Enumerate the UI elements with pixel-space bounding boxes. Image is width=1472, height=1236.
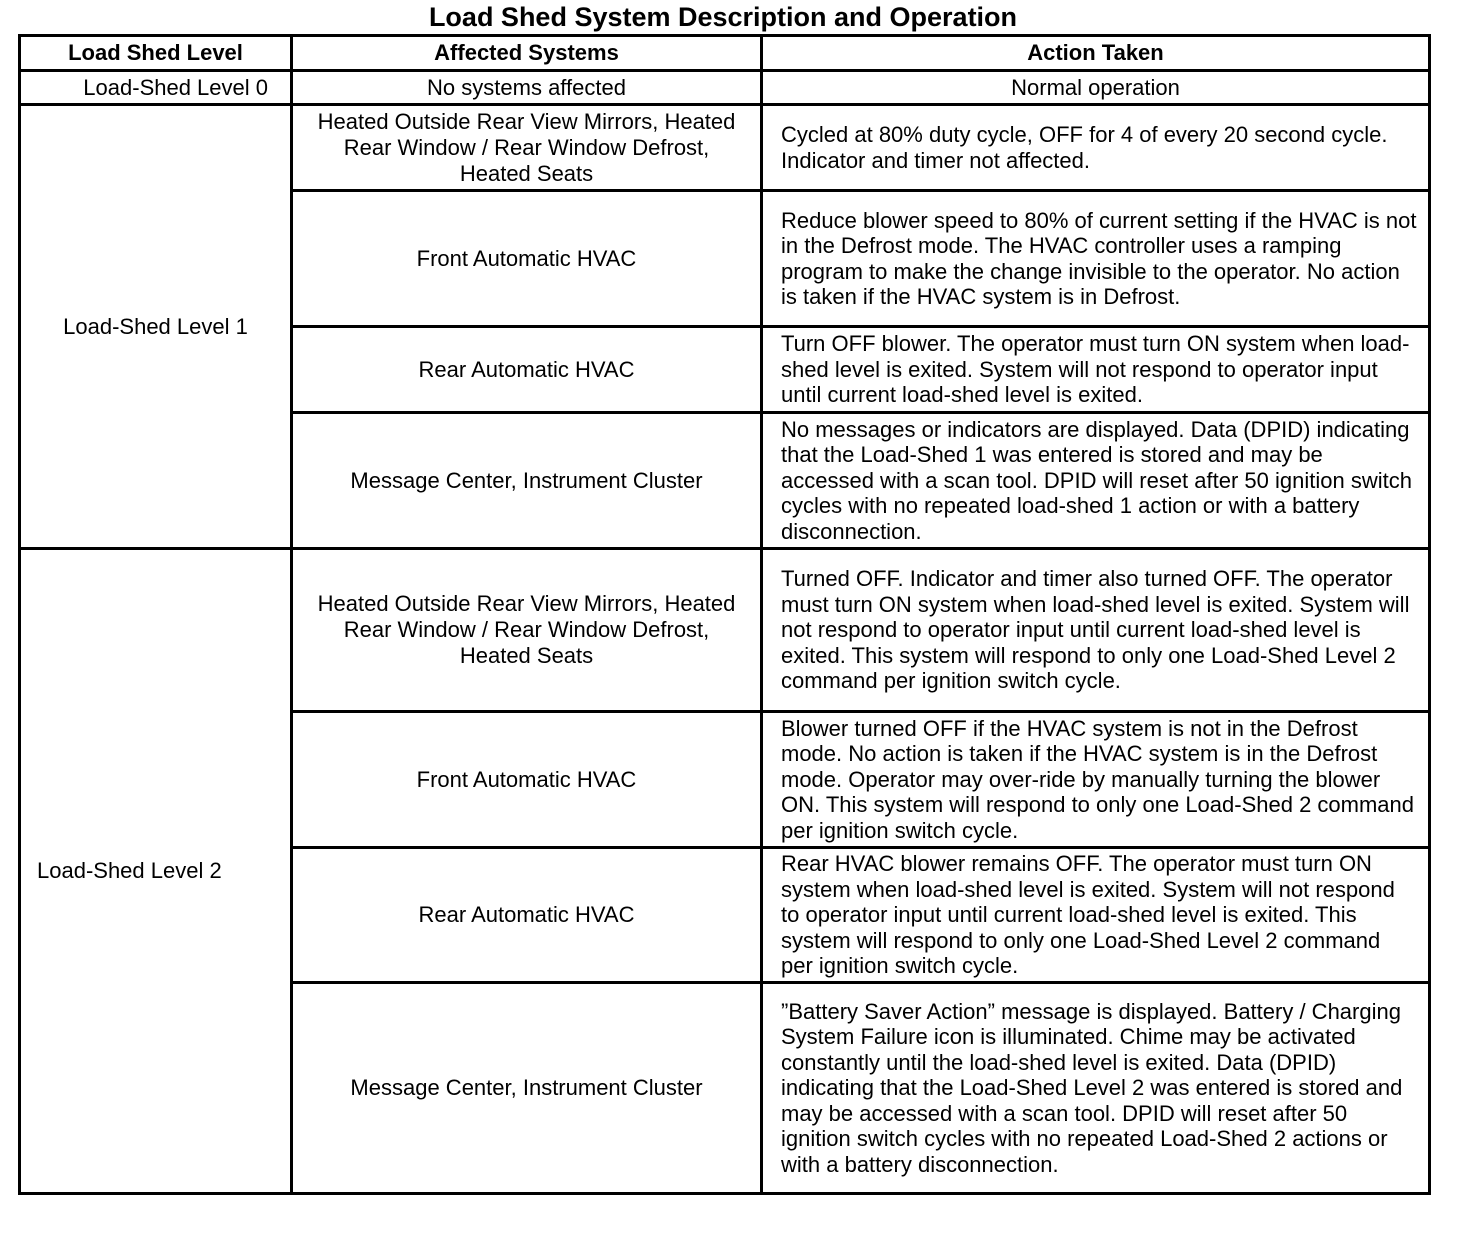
affected-system-cell <box>292 105 762 191</box>
affected-system-text: Heated Outside Rear View Mirrors, Heated Rear Window / Rear Window Defrost, Heated Seats <box>317 591 736 668</box>
affected-system-cell: Message Center, Instrument Cluster <box>292 413 762 549</box>
action-cell: Blower turned OFF if the HVAC system is not in the Defrost mode. No action is taken if the HVAC system is in the Defrost mode. Operator may over-ride by manually turning the blower ON. This system will respond to only one Load-Shed 2 command per ignition switch cycle. <box>762 712 1430 848</box>
column-header-affected-systems: Affected Systems <box>292 36 762 71</box>
action-cell: Turned OFF. Indicator and timer also turned OFF. The operator must turn ON system when load-shed level is exited. System will not respond to operator input until current load-shed level is exited. This system will respond to only one Load-Shed Level 2 command per ignition switch cycle. <box>762 549 1430 712</box>
affected-system-cell: No systems affected <box>292 71 762 105</box>
action-cell: Rear HVAC blower remains OFF. The operator must turn ON system when load-shed level is exited. System will not respond to operator input until current load-shed level is exited. This system will respond to only one Load-Shed Level 2 command per ignition switch cycle. <box>762 848 1430 983</box>
table-row <box>20 105 1430 191</box>
action-cell: No messages or indicators are displayed. Data (DPID) indicating that the Load-Shed 1 was entered is stored and may be accessed with a scan tool. DPID will reset after 50 ignition switch cycles with no repeated load-shed 1 action or with a battery disconnection. <box>762 413 1430 549</box>
level-cell: Load-Shed Level 2 <box>20 549 292 1194</box>
affected-system-cell: Front Automatic HVAC <box>292 191 762 327</box>
action-cell: Reduce blower speed to 80% of current setting if the HVAC is not in the Defrost mode. The HVAC controller uses a ramping program to make the change invisible to the operator. No action is taken if the HVAC system is in Defrost. <box>762 191 1430 327</box>
affected-system-cell <box>292 549 762 712</box>
load-shed-table <box>18 34 1431 1195</box>
action-cell: Cycled at 80% duty cycle, OFF for 4 of every 20 second cycle. Indicator and timer not affected. <box>762 105 1430 191</box>
affected-system-cell: Rear Automatic HVAC <box>292 327 762 413</box>
document-title: Load Shed System Description and Operation <box>428 2 1018 32</box>
affected-system-cell: Front Automatic HVAC <box>292 712 762 848</box>
column-header-load-shed-level: Load Shed Level <box>20 36 292 71</box>
action-cell: ”Battery Saver Action” message is displayed. Battery / Charging System Failure icon is illuminated. Chime may be activated constantly until the load-shed level is exited. Data (DPID) indicating that the Load-Shed Level 2 was entered is stored and may be accessed with a scan tool. DPID will reset after 50 ignition switch cycles with no repeated Load-Shed 2 actions or with a battery disconnection. <box>762 983 1430 1194</box>
column-header-action-taken: Action Taken <box>762 36 1430 71</box>
table-row <box>20 549 1430 712</box>
table-row <box>20 71 1430 105</box>
affected-system-cell: Message Center, Instrument Cluster <box>292 983 762 1194</box>
level-cell: Load-Shed Level 0 <box>20 71 292 105</box>
action-cell: Normal operation <box>762 71 1430 105</box>
header-row <box>20 36 1430 71</box>
action-cell: Turn OFF blower. The operator must turn ON system when load-shed level is exited. System will not respond to operator input until current load-shed level is exited. <box>762 327 1430 413</box>
level-cell: Load-Shed Level 1 <box>20 105 292 549</box>
affected-system-text: Heated Outside Rear View Mirrors, Heated Rear Window / Rear Window Defrost, Heated Seats <box>317 108 736 186</box>
affected-system-cell: Rear Automatic HVAC <box>292 848 762 983</box>
